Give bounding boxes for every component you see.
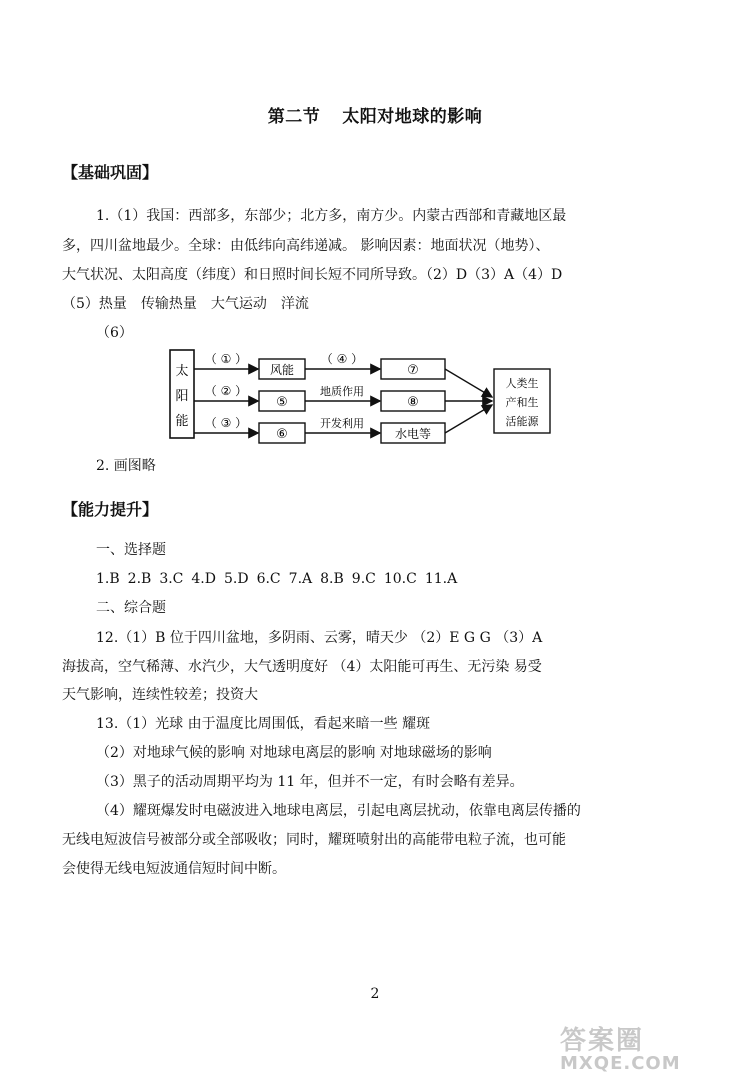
q2-line: 2. 画图略 xyxy=(96,458,156,474)
q13-line-2: （2）对地球气候的影响 对地球电离层的影响 对地球磁场的影响 xyxy=(96,745,492,761)
q12-line-2: 海拔高，空气稀薄、水汽少，大气透明度好 （4）太阳能可再生、无污染 易受 xyxy=(62,659,542,675)
solar-energy-flow-diagram xyxy=(165,345,565,445)
label-development-use: 开发利用 xyxy=(320,417,364,430)
part1-heading: 一、选择题 xyxy=(96,542,166,558)
watermark-cn: 答案圈 xyxy=(560,1026,645,1056)
answer-item: 1.B xyxy=(96,571,120,587)
watermark-en: MXQE.COM xyxy=(560,1053,681,1074)
blank-3: （ ③ ） xyxy=(204,416,248,430)
watermark-logo xyxy=(560,1020,745,1078)
answer-item: 8.B xyxy=(320,571,344,587)
answer-item: 7.A xyxy=(288,571,313,587)
box-hydro-label: 水电等 xyxy=(394,427,432,441)
answer-heat-transfer: 传输热量 xyxy=(140,296,197,312)
blank-2: （ ② ） xyxy=(204,384,248,398)
answer-item: 6.C xyxy=(256,571,281,587)
answer-item: 11.A xyxy=(424,571,458,587)
human-line-3: 活能源 xyxy=(505,415,539,428)
q1-line-4 xyxy=(62,294,317,314)
q13-line-4: （4）耀斑爆发时电磁波进入地球电离层，引起电离层扰动，依靠电离层传播的 xyxy=(96,803,581,819)
title-text: 太阳对地球的影响 xyxy=(342,107,483,127)
blank-4: （ ④ ） xyxy=(320,352,364,366)
answer-item: 4.D xyxy=(191,571,216,587)
page-title xyxy=(0,102,750,127)
q1-line-1: 1.（1）我国：西部多，东部少；北方多，南方少。内蒙古西部和青藏地区最 xyxy=(96,208,567,224)
box-6-label: ⑥ xyxy=(276,427,288,442)
arrow-hydro-to-human xyxy=(445,405,492,433)
q13-line-6: 会使得无线电短波通信短时间中断。 xyxy=(62,861,286,877)
q13-line-1: 13.（1）光球 由于温度比周围低，看起来暗一些 耀斑 xyxy=(96,716,431,732)
box-7-label: ⑦ xyxy=(407,363,419,378)
q1-line-2: 多，四川盆地最少。全球：由低纬向高纬递减。 影响因素：地面状况（地势）、 xyxy=(62,238,550,254)
page-number: 2 xyxy=(370,986,380,1002)
blank-1: （ ① ） xyxy=(204,352,248,366)
q1-line-3: 大气状况、太阳高度（纬度）和日照时间长短不同所导致。（2）D（3）A（4）D xyxy=(62,267,563,283)
sun-char-3: 能 xyxy=(175,414,189,429)
answer-item: 9.C xyxy=(351,571,376,587)
q13-line-5: 无线电短波信号被部分或全部吸收；同时，耀斑喷射出的高能带电粒子流，也可能 xyxy=(62,832,566,848)
human-line-2: 产和生 xyxy=(505,396,539,409)
section-heading-advanced: 【能力提升】 xyxy=(62,500,159,519)
part2-heading: 二、综合题 xyxy=(96,600,166,616)
human-line-1: 人类生 xyxy=(505,377,539,390)
answer-item: 3.C xyxy=(159,571,184,587)
sun-char-2: 阳 xyxy=(175,389,189,404)
q12-line-1: 12.（1）B 位于四川盆地，多阴雨、云雾，晴天少 （2）E G G （3）A xyxy=(96,630,543,646)
section-heading-basic: 【基础巩固】 xyxy=(62,163,159,182)
arrow-7-to-human xyxy=(445,369,492,397)
answer-heat: （5）热量 xyxy=(62,296,127,312)
q12-line-3: 天气影响，连续性较差；投资大 xyxy=(62,687,258,703)
box-wind-label: 风能 xyxy=(269,363,295,377)
title-section-number: 第二节 xyxy=(267,107,321,127)
answer-item: 2.B xyxy=(127,571,152,587)
box-5-label: ⑤ xyxy=(276,395,288,410)
q1-line-5: （6） xyxy=(96,325,133,341)
sun-char-1: 太 xyxy=(175,364,189,379)
answer-atmosphere-motion: 大气运动 xyxy=(210,296,267,312)
label-geological-action: 地质作用 xyxy=(320,385,364,398)
box-8-label: ⑧ xyxy=(407,395,419,410)
q13-line-3: （3）黑子的活动周期平均为 11 年，但并不一定，有时会略有差异。 xyxy=(96,774,524,790)
answer-ocean-current: 洋流 xyxy=(280,296,309,312)
answer-item: 5.D xyxy=(223,571,249,587)
choice-answers xyxy=(96,569,465,589)
answer-item: 10.C xyxy=(383,571,417,587)
